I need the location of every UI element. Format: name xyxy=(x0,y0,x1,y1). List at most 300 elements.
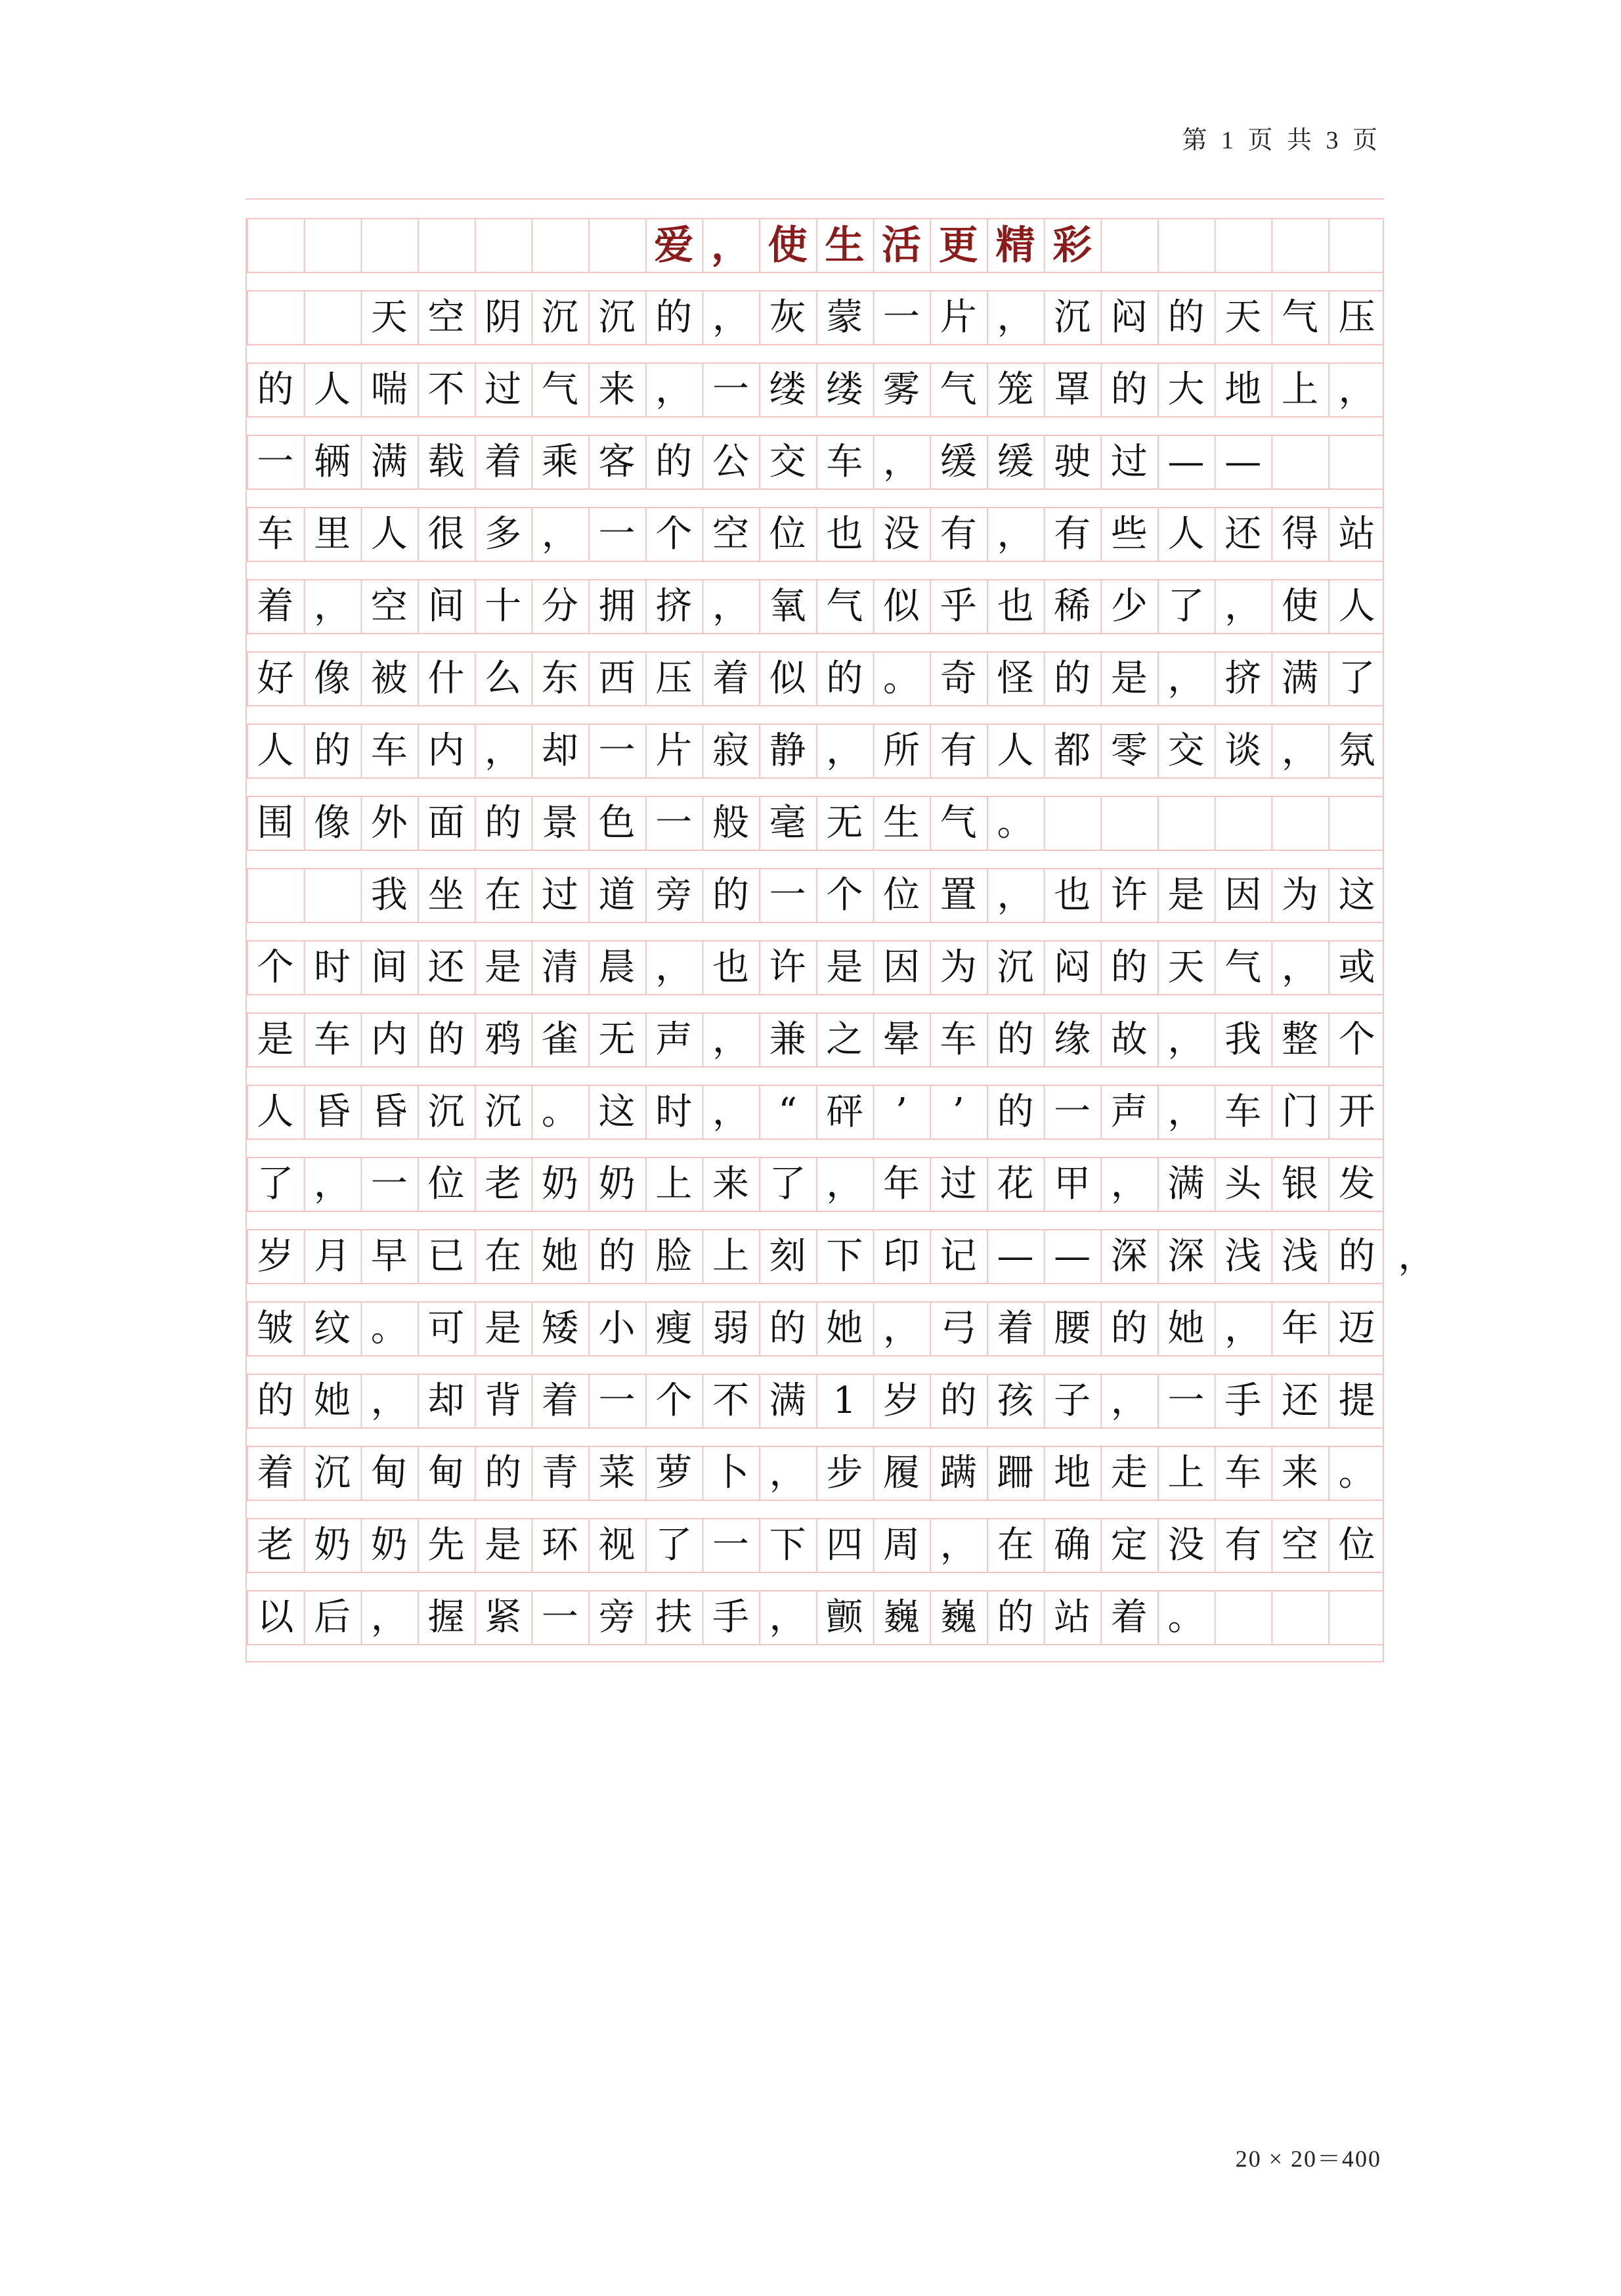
char-cell: 银 xyxy=(1281,1163,1318,1205)
char-cell: — xyxy=(1167,441,1205,483)
char-cell: ， xyxy=(769,1452,806,1494)
char-cell: 矮 xyxy=(541,1307,578,1350)
title-char-cell: 爱 xyxy=(654,223,694,269)
char-cell: 满 xyxy=(370,441,408,483)
char-cell: 她 xyxy=(314,1379,351,1422)
char-cell: 奇 xyxy=(940,657,977,700)
text-row xyxy=(246,868,1384,923)
char-cell: 空 xyxy=(712,513,749,555)
grid-row-gap xyxy=(246,1068,1384,1085)
text-row xyxy=(246,796,1384,851)
char-cell: 的 xyxy=(598,1235,636,1278)
char-cell: 的 xyxy=(485,1452,522,1494)
grid-row-gap xyxy=(246,1573,1384,1590)
char-cell: 着 xyxy=(1110,1596,1148,1639)
char-cell: 谈 xyxy=(1224,729,1262,772)
char-cell: 晕 xyxy=(883,1018,920,1061)
char-cell: 外 xyxy=(370,802,408,844)
char-cell: 周 xyxy=(883,1524,920,1567)
char-cell: 也 xyxy=(712,946,749,989)
char-cell: 一 xyxy=(712,1524,749,1567)
char-cell: 置 xyxy=(940,874,977,917)
essay-grid-sheet xyxy=(246,198,1435,1662)
text-row xyxy=(246,1012,1384,1068)
char-cell: 稀 xyxy=(1054,585,1091,628)
char-cell: 般 xyxy=(712,802,749,844)
char-cell: 一 xyxy=(1167,1379,1205,1422)
char-cell: 小 xyxy=(598,1307,636,1350)
char-cell: ， xyxy=(1338,368,1375,411)
char-cell: 过 xyxy=(1110,441,1148,483)
char-cell xyxy=(1215,797,1272,850)
char-cell: 位 xyxy=(883,874,920,917)
char-cell: 有 xyxy=(940,513,977,555)
char-cell: 甸 xyxy=(370,1452,408,1494)
char-cell: 记 xyxy=(940,1235,977,1278)
char-cell: 满 xyxy=(1281,657,1318,700)
char-cell: ， xyxy=(1281,946,1318,989)
char-cell: 寂 xyxy=(712,729,749,772)
char-cell: 这 xyxy=(598,1091,636,1133)
char-cell: 一 xyxy=(598,1379,636,1422)
char-cell: 分 xyxy=(541,585,578,628)
char-cell: 还 xyxy=(1281,1379,1318,1422)
overflow-punctuation: ， xyxy=(1398,1235,1435,1278)
char-cell: 。 xyxy=(1167,1596,1205,1639)
char-cell: 地 xyxy=(1224,368,1262,411)
char-cell: 个 xyxy=(826,874,863,917)
char-cell: 生 xyxy=(883,802,920,844)
char-cell: 被 xyxy=(370,657,408,700)
char-cell: 。 xyxy=(883,657,920,700)
char-cell: — xyxy=(1224,441,1262,483)
char-cell: 喘 xyxy=(370,368,408,411)
title-char-cell xyxy=(1101,219,1158,272)
char-cell: 因 xyxy=(883,946,920,989)
char-cell: 里 xyxy=(314,513,351,555)
char-cell: 开 xyxy=(1338,1091,1375,1133)
char-cell: 奶 xyxy=(598,1163,636,1205)
char-cell: ， xyxy=(655,946,693,989)
char-cell: 挤 xyxy=(1224,657,1262,700)
char-cell: ， xyxy=(314,585,351,628)
char-cell xyxy=(1328,436,1385,488)
grid-row-gap xyxy=(246,273,1384,290)
char-cell: ， xyxy=(712,1091,749,1133)
char-cell: 空 xyxy=(1281,1524,1318,1567)
char-cell: 声 xyxy=(655,1018,693,1061)
text-row xyxy=(246,1446,1384,1501)
char-cell: 片 xyxy=(940,296,977,339)
char-cell: 多 xyxy=(485,513,522,555)
char-cell: 蒙 xyxy=(826,296,863,339)
char-cell: 车 xyxy=(940,1018,977,1061)
char-cell: 客 xyxy=(598,441,636,483)
char-cell: 是 xyxy=(1110,657,1148,700)
char-cell: 瘦 xyxy=(655,1307,693,1350)
char-cell: 个 xyxy=(257,946,294,989)
char-cell: 空 xyxy=(427,296,465,339)
char-cell: 车 xyxy=(1224,1091,1262,1133)
char-cell: 得 xyxy=(1281,513,1318,555)
char-cell: 时 xyxy=(314,946,351,989)
char-cell: 人 xyxy=(1167,513,1205,555)
char-cell: 菜 xyxy=(598,1452,636,1494)
char-cell: 她 xyxy=(826,1307,863,1350)
char-cell: 静 xyxy=(769,729,806,772)
char-cell: 色 xyxy=(598,802,636,844)
char-cell: 阴 xyxy=(485,296,522,339)
grid-row-gap xyxy=(246,706,1384,724)
char-cell: 皱 xyxy=(257,1307,294,1350)
char-cell: 的 xyxy=(655,296,693,339)
char-cell: 毫 xyxy=(769,802,806,844)
char-cell: 气 xyxy=(1224,946,1262,989)
char-cell: 个 xyxy=(655,1379,693,1422)
char-cell: 老 xyxy=(257,1524,294,1567)
char-cell: 的 xyxy=(257,368,294,411)
char-cell: 人 xyxy=(1338,585,1375,628)
char-cell: 公 xyxy=(712,441,749,483)
char-cell: 的 xyxy=(1167,296,1205,339)
grid-row-gap xyxy=(246,1284,1384,1301)
char-cell xyxy=(1044,797,1101,850)
char-cell: 定 xyxy=(1110,1524,1148,1567)
char-cell: 使 xyxy=(1281,585,1318,628)
char-cell: 氛 xyxy=(1338,729,1375,772)
title-char-cell: ， xyxy=(710,223,750,269)
char-cell: 位 xyxy=(769,513,806,555)
char-cell xyxy=(1328,1592,1385,1644)
char-cell: ， xyxy=(997,513,1034,555)
char-cell: 腰 xyxy=(1054,1307,1091,1350)
char-cell: 是 xyxy=(485,1307,522,1350)
char-cell: 砰 xyxy=(826,1091,863,1133)
char-cell: 坐 xyxy=(427,874,465,917)
text-row xyxy=(246,1301,1384,1356)
char-cell: 了 xyxy=(257,1163,294,1205)
char-cell: 有 xyxy=(1054,513,1091,555)
text-row xyxy=(246,1229,1435,1284)
char-cell: 岁 xyxy=(883,1379,920,1422)
char-cell: 奶 xyxy=(314,1524,351,1567)
grid-row-gap xyxy=(246,779,1384,796)
char-cell: 沉 xyxy=(427,1091,465,1133)
char-cell: 气 xyxy=(940,802,977,844)
title-char-cell xyxy=(247,219,304,272)
char-cell: 视 xyxy=(598,1524,636,1567)
grid-top-gap xyxy=(246,198,1384,218)
char-cell: 乘 xyxy=(541,441,578,483)
char-cell: 已 xyxy=(427,1235,465,1278)
char-cell: ， xyxy=(769,1596,806,1639)
char-cell: 一 xyxy=(1054,1091,1091,1133)
char-cell: 过 xyxy=(485,368,522,411)
char-cell: 车 xyxy=(314,1018,351,1061)
char-cell: ， xyxy=(541,513,578,555)
text-row xyxy=(246,724,1384,779)
text-row xyxy=(246,507,1384,562)
char-cell: 步 xyxy=(826,1452,863,1494)
char-cell xyxy=(247,869,304,922)
char-cell: 也 xyxy=(1054,874,1091,917)
char-cell: ， xyxy=(1224,1307,1262,1350)
char-cell: 巍 xyxy=(940,1596,977,1639)
char-cell: — xyxy=(997,1235,1034,1278)
char-cell: 是 xyxy=(485,1524,522,1567)
char-cell: 挤 xyxy=(655,585,693,628)
char-cell: 手 xyxy=(1224,1379,1262,1422)
char-cell: ， xyxy=(940,1524,977,1567)
char-cell: 站 xyxy=(1338,513,1375,555)
char-cell: 缓 xyxy=(997,441,1034,483)
char-cell: 的 xyxy=(314,729,351,772)
char-cell: 的 xyxy=(997,1018,1034,1061)
title-char-cell xyxy=(360,219,418,272)
char-cell: 旁 xyxy=(598,1596,636,1639)
char-cell: 年 xyxy=(883,1163,920,1205)
char-cell: 天 xyxy=(1224,296,1262,339)
char-cell: 我 xyxy=(370,874,408,917)
char-cell: 沉 xyxy=(598,296,636,339)
char-cell: 一 xyxy=(655,802,693,844)
text-row xyxy=(246,1374,1384,1429)
char-cell: 氧 xyxy=(769,585,806,628)
char-cell: 鸦 xyxy=(485,1018,522,1061)
title-char-cell xyxy=(418,219,475,272)
char-cell: 缕 xyxy=(769,368,806,411)
char-cell: 内 xyxy=(370,1018,408,1061)
text-row xyxy=(246,1518,1384,1573)
char-cell: 景 xyxy=(541,802,578,844)
char-cell: ， xyxy=(485,729,522,772)
title-char-cell: 彩 xyxy=(1052,223,1092,269)
char-cell: 的 xyxy=(769,1307,806,1350)
char-cell: 压 xyxy=(655,657,693,700)
title-char-cell xyxy=(1215,219,1272,272)
char-cell: 过 xyxy=(940,1163,977,1205)
title-char-cell xyxy=(1157,219,1215,272)
char-cell: 蹒 xyxy=(940,1452,977,1494)
char-cell: 什 xyxy=(427,657,465,700)
title-char-cell xyxy=(588,219,645,272)
char-cell: 可 xyxy=(427,1307,465,1350)
char-cell: 的 xyxy=(1338,1235,1375,1278)
char-cell: 她 xyxy=(541,1235,578,1278)
char-cell: 。 xyxy=(1338,1452,1375,1494)
char-cell: ， xyxy=(1167,657,1205,700)
char-cell: 浅 xyxy=(1224,1235,1262,1278)
char-cell: ， xyxy=(1281,729,1318,772)
char-cell: ， xyxy=(883,441,920,483)
char-cell: 地 xyxy=(1054,1452,1091,1494)
char-cell: 的 xyxy=(826,657,863,700)
char-cell: 清 xyxy=(541,946,578,989)
char-cell: ， xyxy=(1110,1379,1148,1422)
char-cell: 罩 xyxy=(1054,368,1091,411)
char-cell: 迈 xyxy=(1338,1307,1375,1350)
char-cell xyxy=(1101,797,1158,850)
char-cell: 甸 xyxy=(427,1452,465,1494)
char-cell: 空 xyxy=(370,585,408,628)
char-cell: 些 xyxy=(1110,513,1148,555)
char-cell: 这 xyxy=(1338,874,1375,917)
title-char-cell xyxy=(532,219,589,272)
char-cell: 满 xyxy=(1167,1163,1205,1205)
char-cell: 有 xyxy=(1224,1524,1262,1567)
char-cell: 一 xyxy=(541,1596,578,1639)
char-cell: 来 xyxy=(598,368,636,411)
char-cell: 履 xyxy=(883,1452,920,1494)
char-cell: 故 xyxy=(1110,1018,1148,1061)
char-cell: 萝 xyxy=(655,1452,693,1494)
grid-row-gap xyxy=(246,418,1384,435)
char-cell: 还 xyxy=(427,946,465,989)
grid-row-gap xyxy=(246,1356,1384,1374)
char-cell: 车 xyxy=(1224,1452,1262,1494)
char-cell: 像 xyxy=(314,657,351,700)
char-cell: 一 xyxy=(883,296,920,339)
char-cell: ， xyxy=(1167,1018,1205,1061)
char-cell: 所 xyxy=(883,729,920,772)
char-cell: 拥 xyxy=(598,585,636,628)
char-cell: 好 xyxy=(257,657,294,700)
char-cell: 片 xyxy=(655,729,693,772)
title-char-cell: 生 xyxy=(825,223,865,269)
text-row xyxy=(246,1157,1384,1212)
char-cell: 乎 xyxy=(940,585,977,628)
char-cell: — xyxy=(1054,1235,1091,1278)
grid-row-gap xyxy=(246,851,1384,868)
char-cell: “ xyxy=(778,1091,797,1133)
char-cell: 走 xyxy=(1110,1452,1148,1494)
char-cell: 沉 xyxy=(997,946,1034,989)
char-cell: 是 xyxy=(826,946,863,989)
char-cell: 着 xyxy=(485,441,522,483)
char-cell: 闷 xyxy=(1110,296,1148,339)
char-cell: 还 xyxy=(1224,513,1262,555)
char-cell: 闷 xyxy=(1054,946,1091,989)
char-cell: 手 xyxy=(712,1596,749,1639)
char-cell: 四 xyxy=(826,1524,863,1567)
char-cell: 弱 xyxy=(712,1307,749,1350)
text-row xyxy=(246,1590,1384,1645)
char-cell: 。 xyxy=(541,1091,578,1133)
char-cell: ， xyxy=(826,1163,863,1205)
char-cell: 有 xyxy=(940,729,977,772)
text-row xyxy=(246,579,1384,634)
char-cell: 雀 xyxy=(541,1018,578,1061)
char-cell: 了 xyxy=(655,1524,693,1567)
char-cell: 我 xyxy=(1224,1018,1262,1061)
char-cell: 人 xyxy=(257,1091,294,1133)
char-cell: ， xyxy=(370,1379,408,1422)
text-row xyxy=(246,940,1384,995)
char-cell: 的 xyxy=(712,874,749,917)
char-cell: 车 xyxy=(826,441,863,483)
char-cell: 下 xyxy=(826,1235,863,1278)
char-cell: 围 xyxy=(257,802,294,844)
char-cell: 了 xyxy=(1167,585,1205,628)
grid-row-gap xyxy=(246,923,1384,940)
char-cell: 沉 xyxy=(1054,296,1091,339)
grid-row-gap xyxy=(246,1429,1384,1446)
char-cell: 沉 xyxy=(314,1452,351,1494)
char-cell: 深 xyxy=(1167,1235,1205,1278)
char-cell: 来 xyxy=(712,1163,749,1205)
char-cell: 却 xyxy=(541,729,578,772)
char-cell: 孩 xyxy=(997,1379,1034,1422)
char-cell: 之 xyxy=(826,1018,863,1061)
char-cell: 了 xyxy=(769,1163,806,1205)
char-cell: 天 xyxy=(1167,946,1205,989)
char-cell: 年 xyxy=(1281,1307,1318,1350)
char-cell: 位 xyxy=(427,1163,465,1205)
char-cell: 子 xyxy=(1054,1379,1091,1422)
char-cell: 门 xyxy=(1281,1091,1318,1133)
grid-row-gap xyxy=(246,634,1384,651)
char-cell: ， xyxy=(997,874,1034,917)
char-cell: 间 xyxy=(370,946,408,989)
grid-row-gap xyxy=(246,345,1384,362)
char-cell: 沉 xyxy=(541,296,578,339)
char-cell: 压 xyxy=(1338,296,1375,339)
char-cell: 早 xyxy=(370,1235,408,1278)
char-cell xyxy=(1272,797,1329,850)
char-cell: 的 xyxy=(997,1091,1034,1133)
char-cell: 。 xyxy=(997,802,1034,844)
char-cell xyxy=(1272,1592,1329,1644)
char-cell: 车 xyxy=(370,729,408,772)
char-cell: ， xyxy=(883,1307,920,1350)
char-cell: 却 xyxy=(427,1379,465,1422)
char-cell: 一 xyxy=(257,441,294,483)
grid-bottom-gap xyxy=(246,1645,1384,1662)
char-cell: 的 xyxy=(1110,946,1148,989)
char-cell: 因 xyxy=(1224,874,1262,917)
char-cell: 昏 xyxy=(370,1091,408,1133)
char-cell: 上 xyxy=(1281,368,1318,411)
char-cell: 间 xyxy=(427,585,465,628)
char-cell: 青 xyxy=(541,1452,578,1494)
char-cell: 着 xyxy=(541,1379,578,1422)
char-cell: 道 xyxy=(598,874,636,917)
char-cell: 上 xyxy=(712,1235,749,1278)
char-cell: 辆 xyxy=(314,441,351,483)
char-cell: ’ xyxy=(896,1091,907,1133)
title-row xyxy=(246,218,1384,273)
char-cell: 1 xyxy=(832,1379,857,1422)
char-cell: 下 xyxy=(769,1524,806,1567)
char-cell: 巍 xyxy=(883,1596,920,1639)
char-cell: 是 xyxy=(1167,874,1205,917)
char-cell: 她 xyxy=(1167,1307,1205,1350)
grid-row-gap xyxy=(246,995,1384,1012)
title-char-cell: 更 xyxy=(938,223,978,269)
char-cell: 也 xyxy=(997,585,1034,628)
char-cell: 在 xyxy=(485,1235,522,1278)
char-cell: 一 xyxy=(370,1163,408,1205)
char-cell: 少 xyxy=(1110,585,1148,628)
char-cell: 车 xyxy=(257,513,294,555)
text-row xyxy=(246,1085,1384,1140)
char-cell: 的 xyxy=(257,1379,294,1422)
char-cell: 握 xyxy=(427,1596,465,1639)
title-char-cell xyxy=(1272,219,1329,272)
char-cell: 月 xyxy=(314,1235,351,1278)
char-cell: 站 xyxy=(1054,1596,1091,1639)
char-cell: 西 xyxy=(598,657,636,700)
